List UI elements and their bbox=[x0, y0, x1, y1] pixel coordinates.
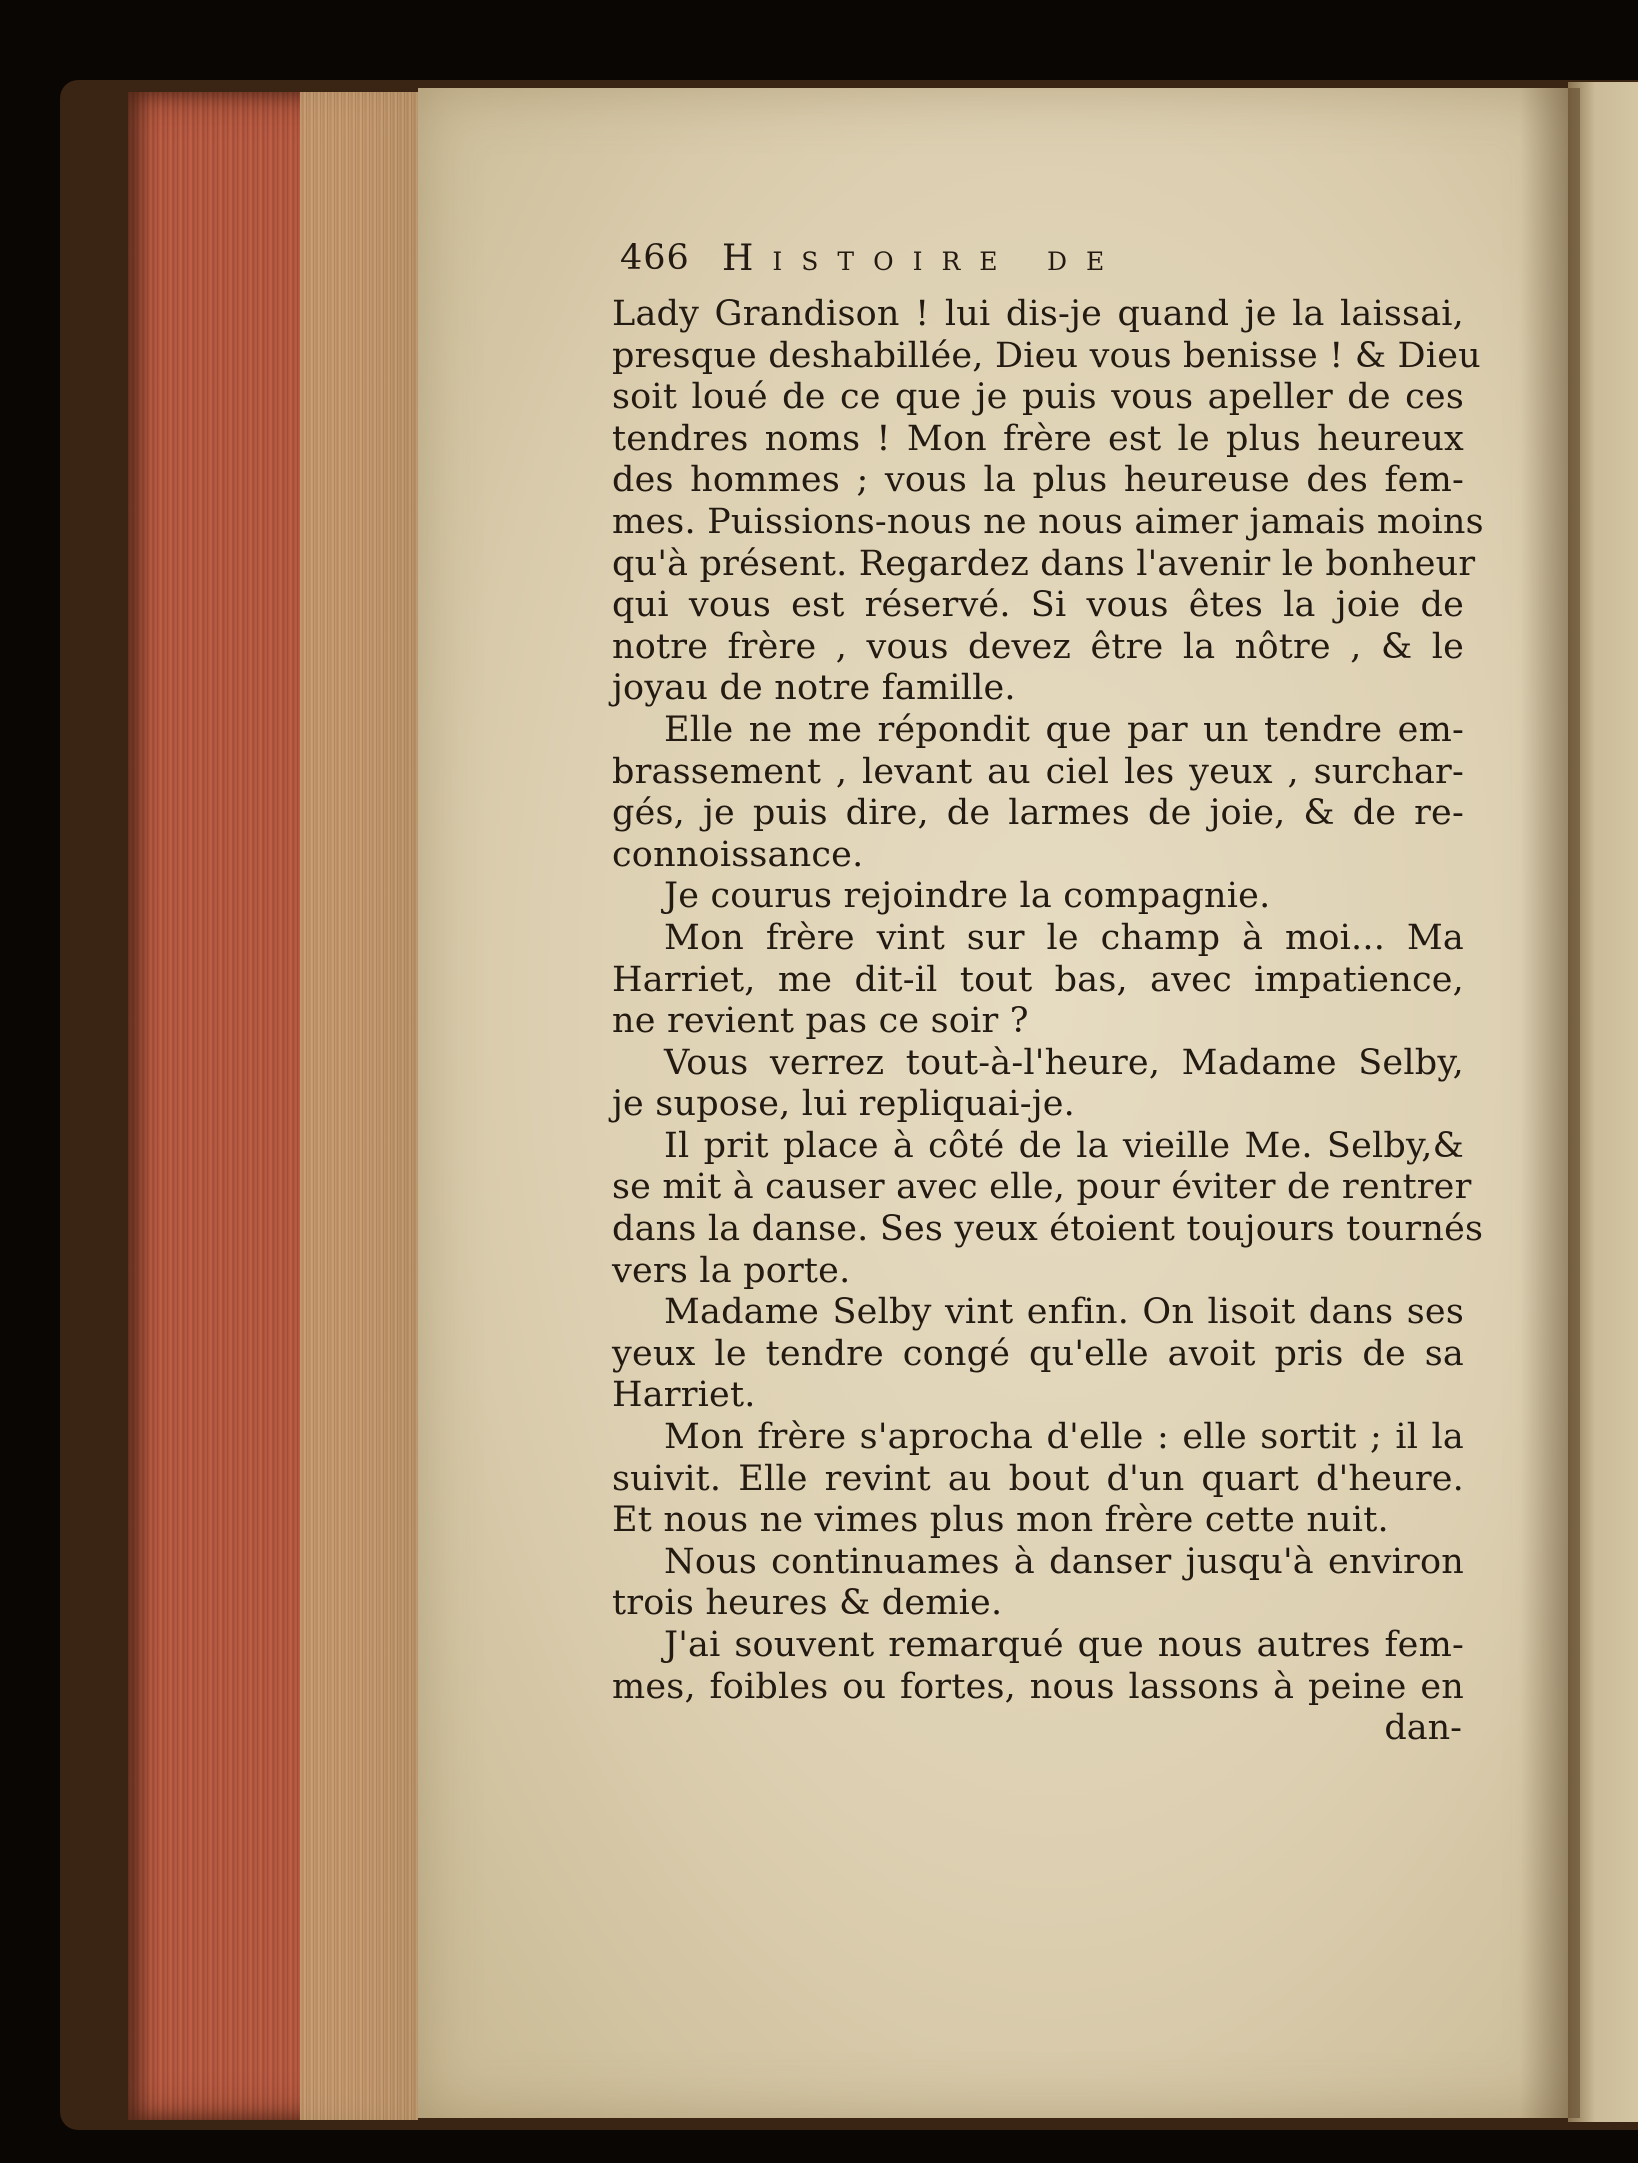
text-line: yeux le tendre congé qu'elle avoit pris de sa bbox=[612, 1333, 1464, 1374]
text-line: qu'à présent. Regardez dans l'avenir le bonheur bbox=[612, 543, 1476, 584]
text-line: joyau de notre famille. bbox=[612, 668, 1016, 709]
text-line: Nous continuames à danser jusqu'à environ bbox=[664, 1541, 1464, 1582]
text-line: J'ai souvent remarqué que nous autres fem- bbox=[664, 1625, 1464, 1665]
text-line: brassement , levant au ciel les yeux , surchar- bbox=[612, 751, 1464, 792]
text-line: Mon frère s'aprocha d'elle : elle sortit ; il la bbox=[664, 1417, 1464, 1458]
text-line: Et nous ne vimes plus mon frère cette nuit. bbox=[612, 1500, 1389, 1541]
text-line: Il prit place à côté de la vieille Me. Selby,& bbox=[664, 1125, 1464, 1166]
text-line: Madame Selby vint enfin. On lisoit dans ses bbox=[664, 1292, 1464, 1333]
text-line: je supose, lui repliquai-je. bbox=[612, 1084, 1076, 1125]
text-line: soit loué de ce que je puis vous apeller de ces bbox=[612, 377, 1464, 418]
text-line: Je courus rejoindre la compagnie. bbox=[664, 876, 1271, 917]
page-header bbox=[612, 238, 1464, 294]
text-line: trois heures & demie. bbox=[612, 1583, 1003, 1624]
text-line: Harriet, me dit-il tout bas, avec impatience, bbox=[612, 959, 1464, 1000]
text-line: Elle ne me répondit que par un tendre em- bbox=[664, 709, 1464, 750]
text-line: presque deshabillée, Dieu vous benisse ! & Dieu bbox=[612, 335, 1481, 376]
text-line: Harriet. bbox=[612, 1375, 756, 1416]
text-line: se mit à causer avec elle, pour éviter de rentrer bbox=[612, 1167, 1472, 1208]
gutter-shadow bbox=[1520, 88, 1580, 2118]
text-line: connoissance. bbox=[612, 834, 864, 875]
text-line: qui vous est réservé. Si vous êtes la joie de bbox=[612, 585, 1464, 626]
text-line: dans la danse. Ses yeux étoient toujours tournés bbox=[612, 1209, 1484, 1250]
text-line: des hommes ; vous la plus heureuse des fem- bbox=[612, 460, 1464, 501]
text-line: gés, je puis dire, de larmes de joie, & de re- bbox=[612, 793, 1464, 834]
text-line: vers la porte. bbox=[612, 1250, 851, 1291]
text-line: Mon frère vint sur le champ à moi... Ma bbox=[664, 917, 1464, 958]
text-line: notre frère , vous devez être la nôtre , & le bbox=[612, 626, 1464, 667]
text-line: tendres noms ! Mon frère est le plus heureux bbox=[612, 418, 1464, 459]
running-head: Histoire de bbox=[722, 238, 1124, 279]
page-text bbox=[612, 238, 1484, 1750]
text-line: Vous verrez tout-à-l'heure, Madame Selby, bbox=[664, 1042, 1464, 1083]
text-line: mes, foibles ou fortes, nous lassons à peine en bbox=[612, 1666, 1464, 1707]
text-line: Lady Grandison ! lui dis-je quand je la laissai, bbox=[612, 294, 1464, 334]
catchword: dan- bbox=[1384, 1708, 1462, 1749]
text-line: suivit. Elle revint au bout d'un quart d'heure. bbox=[612, 1458, 1464, 1499]
page-number: 466 bbox=[620, 238, 690, 278]
text-line: mes. Puissions-nous ne nous aimer jamais moins bbox=[612, 501, 1484, 542]
page-block-edges-light bbox=[300, 92, 418, 2120]
text-line: ne revient pas ce soir ? bbox=[612, 1001, 1029, 1042]
